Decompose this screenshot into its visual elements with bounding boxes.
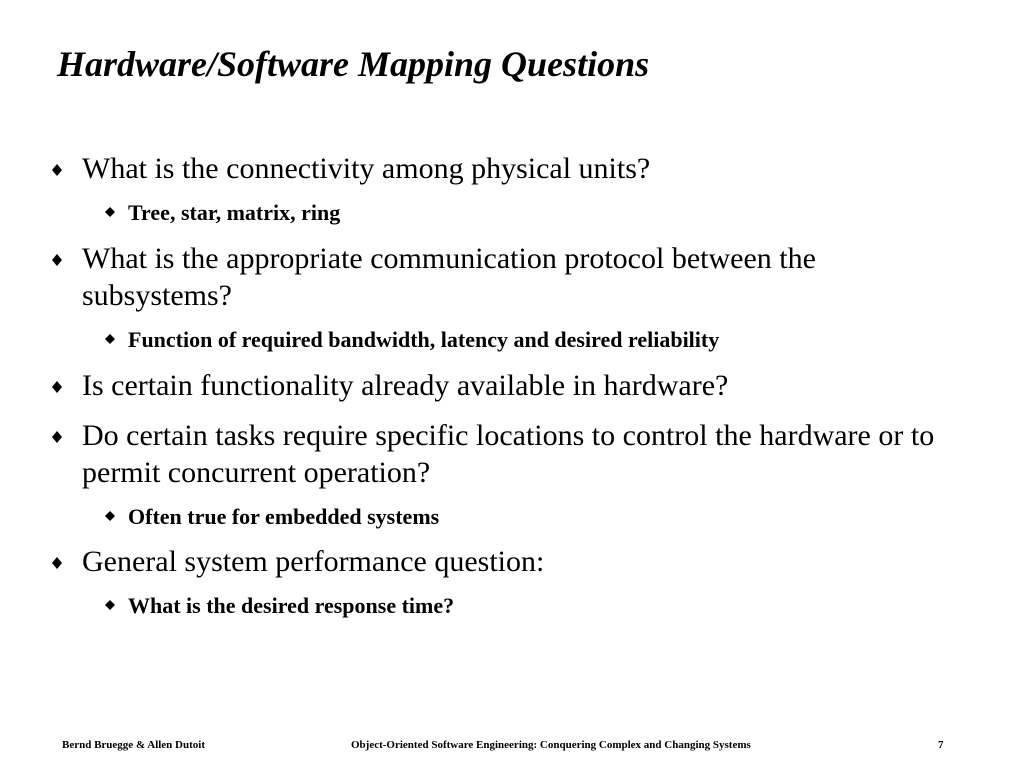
sub-bullet-item: [128, 326, 988, 354]
sub-bullet-item: [128, 199, 988, 227]
sub-bullet-item: [128, 503, 988, 531]
diamond-icon: [52, 431, 62, 443]
sub-bullet-text: Often true for embedded systems: [128, 504, 440, 529]
bullet-text: What is the connectivity among physical units?: [82, 152, 651, 185]
footer-authors: Bernd Bruegge & Allen Dutoit: [62, 739, 205, 751]
sub-bullet-item: [128, 592, 988, 620]
diamond-icon: [105, 207, 115, 217]
diamond-icon: [52, 557, 62, 569]
bullet-text: What is the appropriate communication protocol between the subsystems?: [82, 242, 816, 312]
bullet-item: [82, 150, 962, 187]
bullet-text: Do certain tasks require specific locations to control the hardware or to permit concurrent operation?: [82, 419, 935, 489]
slide-footer: [0, 735, 1024, 755]
diamond-icon: [52, 381, 62, 393]
bullet-text: General system performance question:: [82, 545, 545, 578]
diamond-icon: [105, 600, 115, 610]
diamond-icon: [52, 254, 62, 266]
bullet-text: Is certain functionality already available in hardware?: [82, 369, 729, 402]
slide-title: Hardware/Software Mapping Questions: [57, 44, 650, 84]
diamond-icon: [105, 334, 115, 344]
diamond-icon: [52, 164, 62, 176]
sub-bullet-text: Function of required bandwidth, latency and desired reliability: [128, 327, 720, 352]
bullet-item: [82, 240, 962, 314]
sub-bullet-text: Tree, star, matrix, ring: [128, 200, 341, 225]
diamond-icon: [105, 511, 115, 521]
bullet-item: [82, 543, 962, 580]
bullet-item: [82, 417, 962, 491]
sub-bullet-text: What is the desired response time?: [128, 593, 455, 618]
page-number: 7: [938, 739, 944, 751]
bullet-item: [82, 367, 962, 404]
footer-book-title: Object-Oriented Software Engineering: Conquering Complex and Changing Systems: [351, 739, 751, 751]
